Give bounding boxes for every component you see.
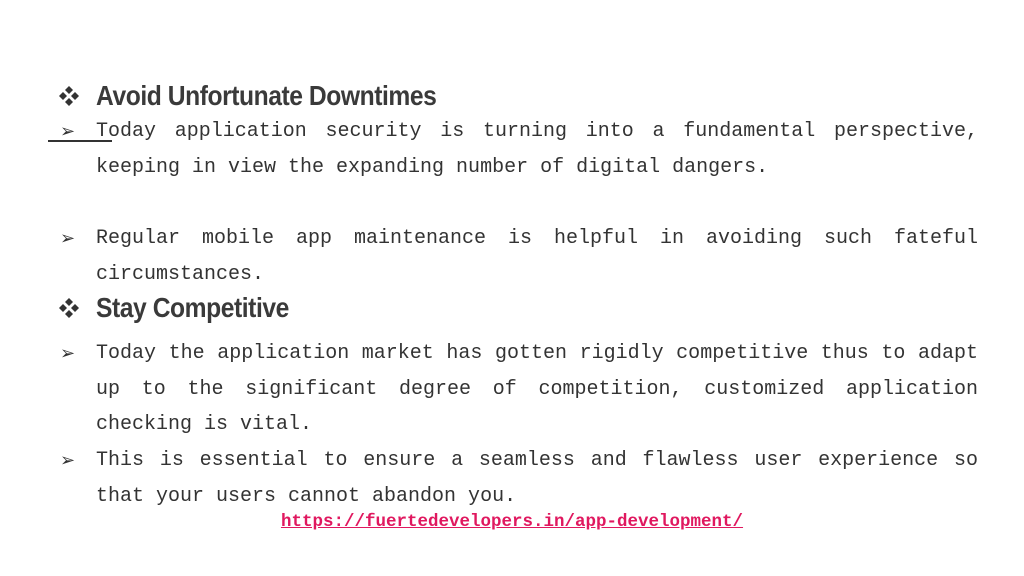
- bullet-text: Today application security is turning into a fundamental perspective, keeping in view the expanding number of digital dangers.: [96, 120, 978, 179]
- source-link[interactable]: https://fuertedevelopers.in/app-development/: [280, 512, 744, 532]
- arrowhead-icon: ➢: [60, 228, 76, 249]
- bullet-text: Today the application market has gotten rigidly competitive thus to adapt up to the significant degree of competition, customized application checking is vital.: [96, 342, 978, 436]
- four-diamonds-icon: [58, 85, 80, 107]
- arrowhead-icon: ➢: [60, 343, 76, 364]
- section-heading-row-1: [58, 79, 483, 113]
- section-heading: Avoid Unfortunate Downtimes: [96, 80, 437, 111]
- section-heading: Stay Competitive: [96, 292, 289, 323]
- bullet-text: This is essential to ensure a seamless and flawless user experience so that your users cannot abandon you.: [96, 449, 978, 508]
- arrowhead-icon: ➢: [60, 121, 76, 142]
- bullet-text: Regular mobile app maintenance is helpful in avoiding such fateful circumstances.: [96, 227, 978, 286]
- section-heading-row-2: [58, 291, 315, 325]
- four-diamonds-icon: [58, 297, 80, 319]
- arrowhead-icon: ➢: [60, 450, 76, 471]
